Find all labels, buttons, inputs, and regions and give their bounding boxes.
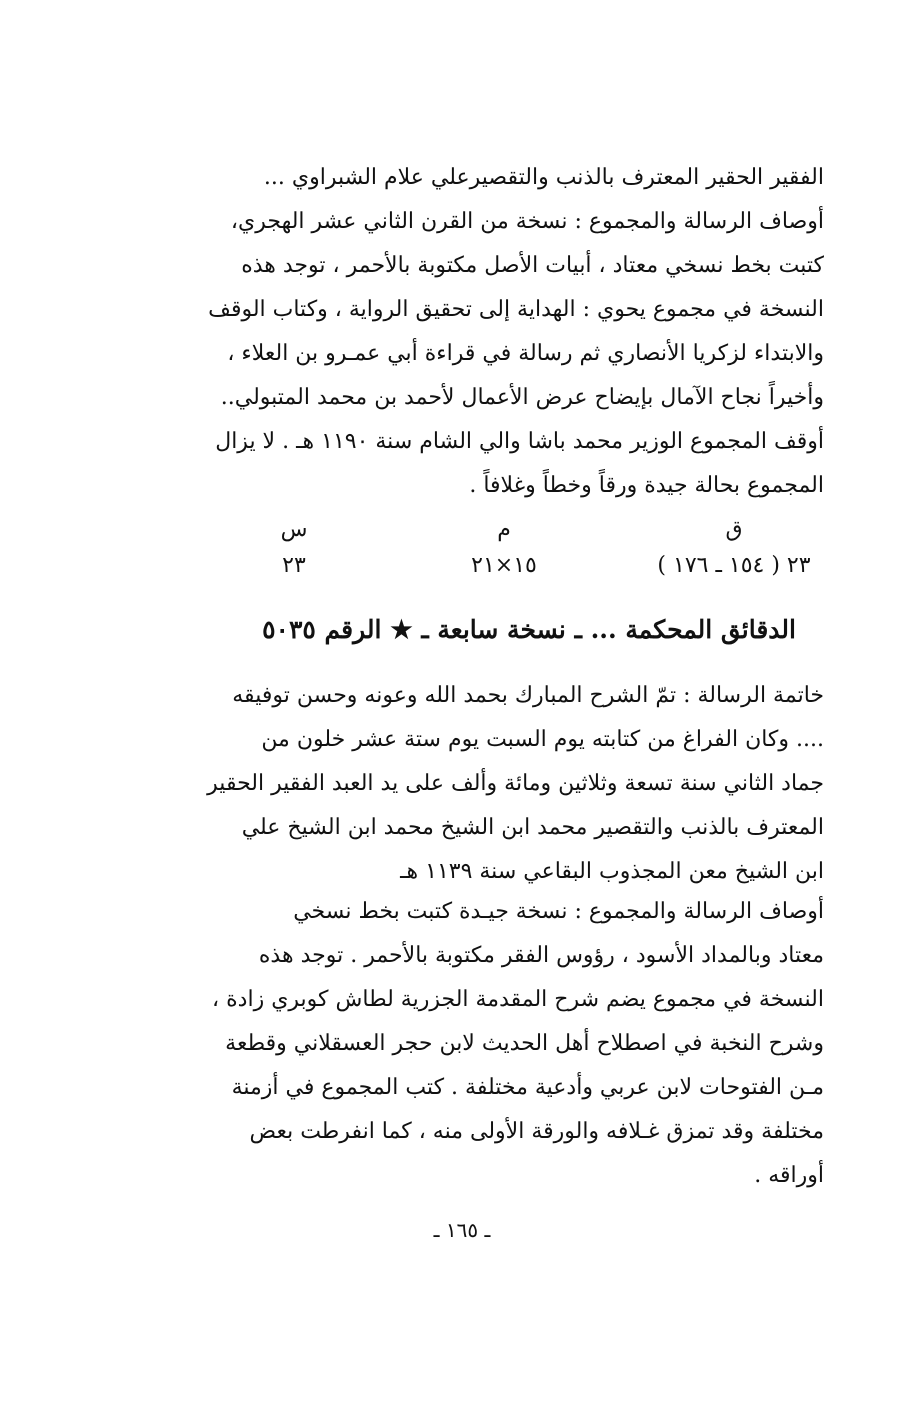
- text-line: كتبت بخط نسخي معتاد ، أبيات الأصل مكتوبة بالأحمر ، توجد هذه: [241, 253, 824, 278]
- measurement-value: ١٥×٢١: [471, 553, 537, 578]
- text-line: أوقف المجموع الوزير محمد باشا والي الشام سنة ١١٩٠ هـ . لا يزال: [215, 429, 824, 454]
- section-heading: [156, 608, 796, 652]
- text-line: مـن الفتوحات لابن عربي وأدعية مختلفة . كتب المجموع في أزمنة: [231, 1075, 824, 1100]
- text-line: جماد الثاني سنة تسعة وثلاثين ومائة وألف على يد العبد الفقير الحقير: [207, 771, 824, 796]
- text-line: خاتمة الرسالة : تمّ الشرح المبارك بحمد الله وعونه وحسن توفيقه: [232, 683, 824, 708]
- heading-number: الرقم ٥٠٣٥: [262, 615, 382, 644]
- star-icon: ★: [390, 615, 413, 644]
- measurement-value: ٢٣ ( ١٥٤ ـ ١٧٦ ): [657, 553, 811, 578]
- text-line: المعترف بالذنب والتقصير محمد ابن الشيخ محمد ابن الشيخ علي: [241, 815, 824, 840]
- heading-title: الدقائق المحكمة ... ـ نسخة سابعة ـ: [421, 615, 796, 644]
- paragraph-manuscript-description-2: [184, 890, 824, 1198]
- paragraph-manuscript-description: [184, 156, 824, 508]
- measurement-label: م: [497, 517, 511, 542]
- text-line: وشرح النخبة في اصطلاح أهل الحديث لابن حجر العسقلاني وقطعة: [225, 1031, 824, 1056]
- measurement-value: ٢٣: [282, 553, 306, 578]
- text-line: ابن الشيخ معن المجذوب البقاعي سنة ١١٣٩ هـ: [400, 859, 824, 884]
- measurement-label: س: [280, 517, 308, 542]
- measurement-label: ق: [725, 517, 743, 542]
- text-line: النسخة في مجموع يحوي : الهداية إلى تحقيق الرواية ، وكتاب الوقف: [208, 297, 824, 322]
- paragraph-colophon: [184, 674, 824, 894]
- text-line: النسخة في مجموع يضم شرح المقدمة الجزرية لطاش كوبري زادة ،: [212, 987, 824, 1012]
- text-line: مختلفة وقد تمزق غـلافه والورقة الأولى منه ، كما انفرطت بعض: [249, 1119, 824, 1144]
- text-line: الفقير الحقير المعترف بالذنب والتقصيرعلي علام الشبراوي ...: [263, 165, 824, 190]
- text-line: المجموع بحالة جيدة ورقاً وخطاً وغلافاً .: [469, 473, 824, 498]
- measurement-lines: [234, 512, 354, 584]
- text-line: والابتداء لزكريا الأنصاري ثم رسالة في قراءة أبي عمـرو بن العلاء ،: [227, 341, 824, 366]
- text-line: أوراقه .: [754, 1163, 824, 1188]
- text-line: معتاد وبالمداد الأسود ، رؤوس الفقر مكتوبة بالأحمر . توجد هذه: [258, 943, 824, 968]
- page-number: ـ ١٦٥ ـ: [433, 1218, 491, 1242]
- text-line: أوصاف الرسالة والمجموع : نسخة جيـدة كتبت بخط نسخي: [293, 899, 824, 924]
- text-line: أوصاف الرسالة والمجموع : نسخة من القرن الثاني عشر الهجري،: [230, 209, 824, 234]
- text-line: وأخيراً نجاح الآمال بإيضاح عرض الأعمال لأحمد بن محمد المتبولي..: [220, 385, 824, 410]
- text-line: .... وكان الفراغ من كتابته يوم السبت يوم ستة عشر خلون من: [261, 727, 824, 752]
- measurement-size: [414, 512, 594, 584]
- measurement-folios: [644, 512, 824, 584]
